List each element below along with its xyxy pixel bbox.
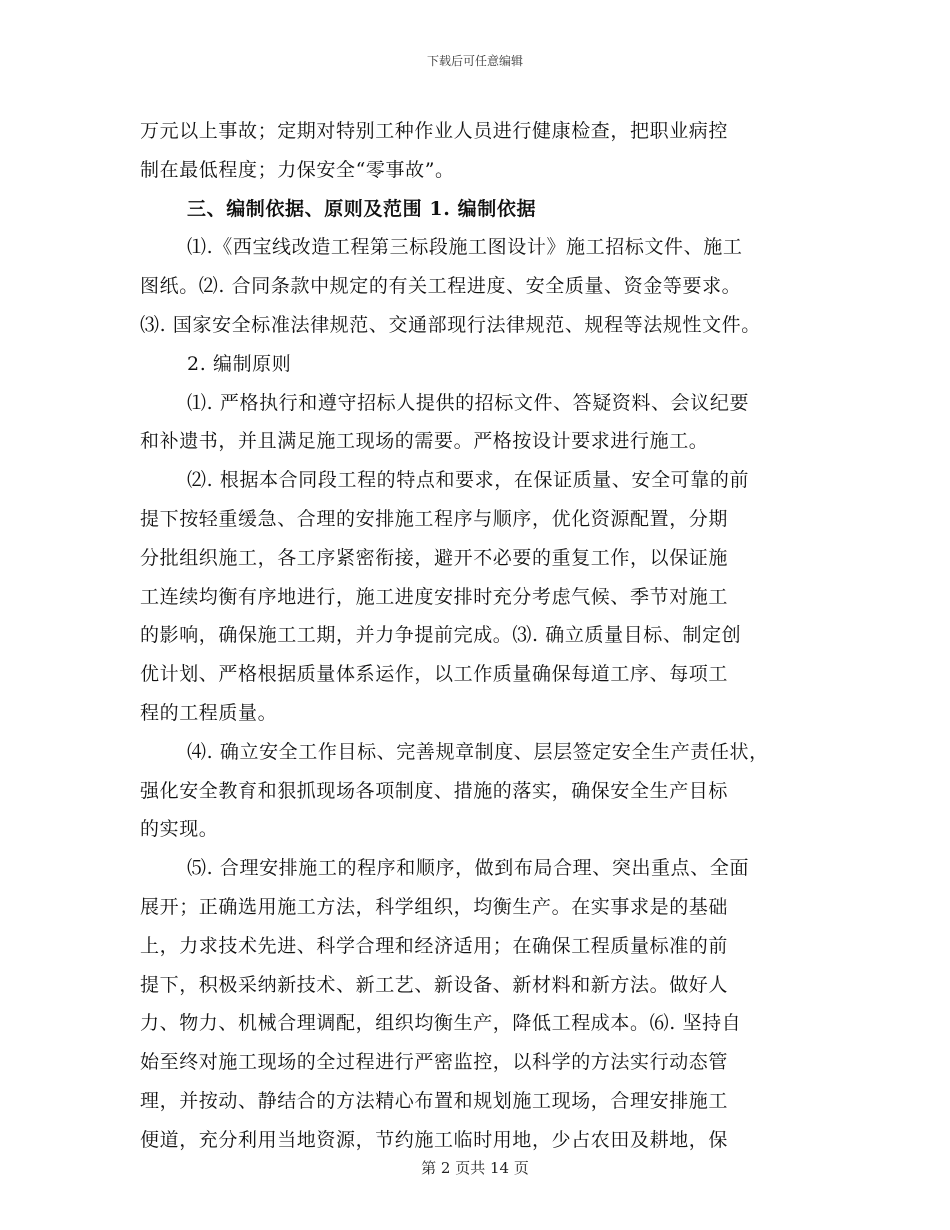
text-line: 和补遗书，并且满足施工现场的需要。严格按设计要求进行施工。	[140, 430, 709, 453]
document-body	[140, 112, 830, 1160]
text-line: 程的工程质量。	[140, 701, 278, 724]
text-line: ⑴.《西宝线改造工程第三标段施工图设计》施工招标文件、施工	[187, 236, 743, 259]
text-line: ⑴. 严格执行和遵守招标人提供的招标文件、答疑资料、会议纪要	[187, 391, 750, 414]
text-line: 力、物力、机械合理调配，组织均衡生产，降低工程成本。⑹. 坚持自	[140, 1012, 742, 1035]
text-line: 始至终对施工现场的全过程进行严密监控，以科学的方法实行动态管	[140, 1051, 729, 1074]
text-line: ⑶. 国家安全标准法律规范、交通部现行法律规范、规程等法规性文件。	[140, 313, 761, 336]
text-line: 万元以上事故；定期对特别工种作业人员进行健康检查，把职业病控	[140, 120, 729, 142]
text-line: ⑷. 确立安全工作目标、完善规章制度、层层签定安全生产责任状，	[187, 740, 769, 763]
page-header: 下载后可任意编辑	[426, 54, 523, 68]
text-line: 制在最低程度；力保安全“零事故”。	[140, 158, 455, 181]
section-heading: 三、编制依据、原则及范围 1. 编制依据	[187, 197, 537, 220]
text-line: 的影响，确保施工工期，并力争提前完成。⑶. 确立质量目标、制定创	[140, 624, 742, 647]
text-line: 提下按轻重缓急、合理的安排施工程序与顺序，优化资源配置，分期	[140, 507, 729, 530]
text-line: 2. 编制原则	[187, 352, 292, 375]
text-line: 理，并按动、静结合的方法精心布置和规划施工现场，合理安排施工	[140, 1089, 729, 1112]
text-line: 工连续均衡有序地进行，施工进度安排时充分考虑气候、季节对施工	[140, 585, 729, 608]
text-line: 图纸。⑵. 合同条款中规定的有关工程进度、安全质量、资金等要求。	[140, 275, 742, 298]
text-line: 上，力求技术先进、科学合理和经济适用；在确保工程质量标准的前	[140, 934, 729, 957]
text-line: 提下，积极采纳新技术、新工艺、新设备、新材料和新方法。做好人	[140, 973, 729, 996]
text-line: 便道，充分利用当地资源，节约施工临时用地，少占农田及耕地，保	[140, 1128, 729, 1151]
text-line: 优计划、严格根据质量体系运作，以工作质量确保每道工序、每项工	[140, 663, 729, 686]
text-line: 分批组织施工，各工序紧密衔接，避开不必要的重复工作，以保证施	[140, 546, 729, 569]
text-line: ⑵. 根据本合同段工程的特点和要求，在保证质量、安全可靠的前	[187, 469, 750, 492]
text-line: 强化安全教育和狠抓现场各项制度、措施的落实，确保安全生产目标	[140, 779, 729, 802]
text-line: 的实现。	[140, 818, 219, 841]
text-line: 展开；正确选用施工方法，科学组织，均衡生产。在实事求是的基础	[140, 895, 729, 918]
page-footer: 第 2 页共 14 页	[421, 1159, 529, 1177]
text-line: ⑸. 合理安排施工的程序和顺序，做到布局合理、突出重点、全面	[187, 857, 750, 880]
